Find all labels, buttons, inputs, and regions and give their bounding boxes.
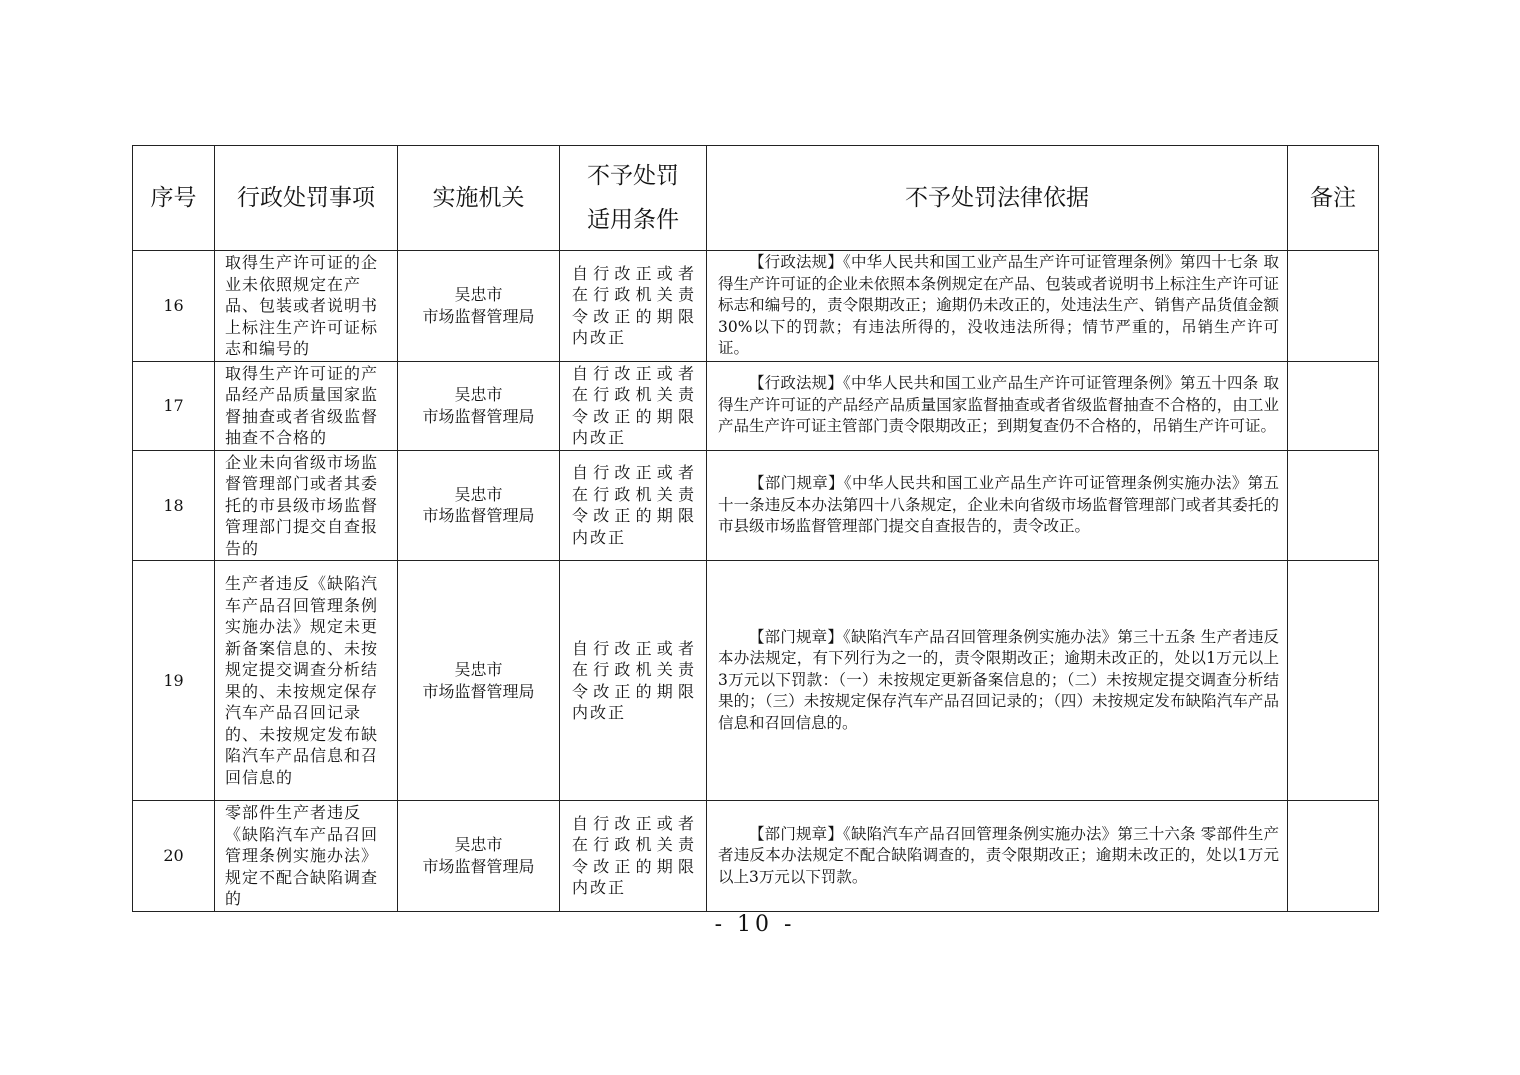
table-header-row xyxy=(133,146,1379,251)
row-org xyxy=(398,251,560,362)
header-item: 行政处罚事项 xyxy=(215,146,398,251)
row-item: 零部件生产者违反《缺陷汽车产品召回管理条例实施办法》规定不配合缺陷调查的 xyxy=(215,801,398,912)
row-org xyxy=(398,361,560,450)
row-no: 19 xyxy=(133,561,215,801)
org-bureau: 市场监督管理局 xyxy=(422,856,535,876)
row-condition: 自行改正或者在行政机关责令改正的期限内改正 xyxy=(560,801,707,912)
row-condition: 自行改正或者在行政机关责令改正的期限内改正 xyxy=(560,561,707,801)
org-bureau: 市场监督管理局 xyxy=(422,506,535,526)
row-no: 18 xyxy=(133,450,215,561)
org-bureau: 市场监督管理局 xyxy=(422,681,535,701)
org-city: 吴忠市 xyxy=(454,385,503,404)
row-note xyxy=(1288,801,1379,912)
header-no: 序号 xyxy=(133,146,215,251)
row-condition: 自行改正或者在行政机关责令改正的期限内改正 xyxy=(560,251,707,362)
row-basis: 【部门规章】《缺陷汽车产品召回管理条例实施办法》第三十六条 零部件生产者违反本办法规定不配合缺陷调查的，责令限期改正；逾期未改正的，处以1万元以上3万元以下罚款。 xyxy=(707,801,1288,912)
org-city: 吴忠市 xyxy=(454,285,503,305)
header-condition-line2: 适用条件 xyxy=(587,207,679,233)
header-condition xyxy=(560,146,707,251)
table-row xyxy=(133,251,1379,362)
header-note: 备注 xyxy=(1288,146,1379,251)
row-org xyxy=(398,561,560,801)
row-basis: 【部门规章】《中华人民共和国工业产品生产许可证管理条例实施办法》第五十一条违反本办法第四十八条规定，企业未向省级市场监督管理部门或者其委托的市县级市场监督管理部门提交自查报告的，责令改正。 xyxy=(707,450,1288,561)
row-no: 17 xyxy=(133,361,215,450)
row-no: 16 xyxy=(133,251,215,362)
row-item: 生产者违反《缺陷汽车产品召回管理条例实施办法》规定未更新备案信息的、未按规定提交调查分析结果的、未按规定保存汽车产品召回记录的、未按规定发布缺陷汽车产品信息和召回信息的 xyxy=(215,561,398,801)
org-bureau: 市场监督管理局 xyxy=(422,306,535,326)
row-note xyxy=(1288,361,1379,450)
page-number: - 10 - xyxy=(714,912,796,937)
row-org xyxy=(398,450,560,561)
header-basis: 不予处罚法律依据 xyxy=(707,146,1288,251)
row-condition: 自行改正或者在行政机关责令改正的期限内改正 xyxy=(560,450,707,561)
row-basis: 【行政法规】《中华人民共和国工业产品生产许可证管理条例》第五十四条 取得生产许可证的产品经产品质量国家监督抽查或者省级监督抽查不合格的，由工业产品生产许可证主管部门责令限期改正；到期复查仍不合格的，吊销生产许可证。 xyxy=(707,361,1288,450)
row-note xyxy=(1288,251,1379,362)
row-condition: 自行改正或者在行政机关责令改正的期限内改正 xyxy=(560,361,707,450)
header-org: 实施机关 xyxy=(398,146,560,251)
header-condition-line1: 不予处罚 xyxy=(587,163,679,189)
row-item: 取得生产许可证的企业未依照规定在产品、包装或者说明书上标注生产许可证标志和编号的 xyxy=(215,251,398,362)
row-item: 取得生产许可证的产品经产品质量国家监督抽查或者省级监督抽查不合格的 xyxy=(215,361,398,450)
row-org xyxy=(398,801,560,912)
row-item: 企业未向省级市场监督管理部门或者其委托的市县级市场监督管理部门提交自查报告的 xyxy=(215,450,398,561)
penalty-exemption-table xyxy=(132,145,1379,912)
org-bureau: 市场监督管理局 xyxy=(422,406,535,426)
table-row xyxy=(133,561,1379,801)
org-city: 吴忠市 xyxy=(454,660,503,679)
org-city: 吴忠市 xyxy=(454,835,503,855)
row-basis: 【行政法规】《中华人民共和国工业产品生产许可证管理条例》第四十七条 取得生产许可证的企业未依照本条例规定在产品、包装或者说明书上标注生产许可证标志和编号的，责令限期改正；逾期仍未改正的，处违法生产、销售产品货值金额30%以下的罚款；有违法所得的，没收违法所得；情节严重的，吊销生产许可证。 xyxy=(707,251,1288,362)
table-row xyxy=(133,361,1379,450)
table-row xyxy=(133,450,1379,561)
row-basis: 【部门规章】《缺陷汽车产品召回管理条例实施办法》第三十五条 生产者违反本办法规定，有下列行为之一的，责令限期改正；逾期未改正的，处以1万元以上3万元以下罚款：（一）未按规定更新备案信息的；（二）未按规定提交调查分析结果的；（三）未按规定保存汽车产品召回记录的；（四）未按规定发布缺陷汽车产品信息和召回信息的。 xyxy=(707,561,1288,801)
row-no: 20 xyxy=(133,801,215,912)
row-note xyxy=(1288,561,1379,801)
row-note xyxy=(1288,450,1379,561)
org-city: 吴忠市 xyxy=(454,484,503,504)
table-row xyxy=(133,801,1379,912)
